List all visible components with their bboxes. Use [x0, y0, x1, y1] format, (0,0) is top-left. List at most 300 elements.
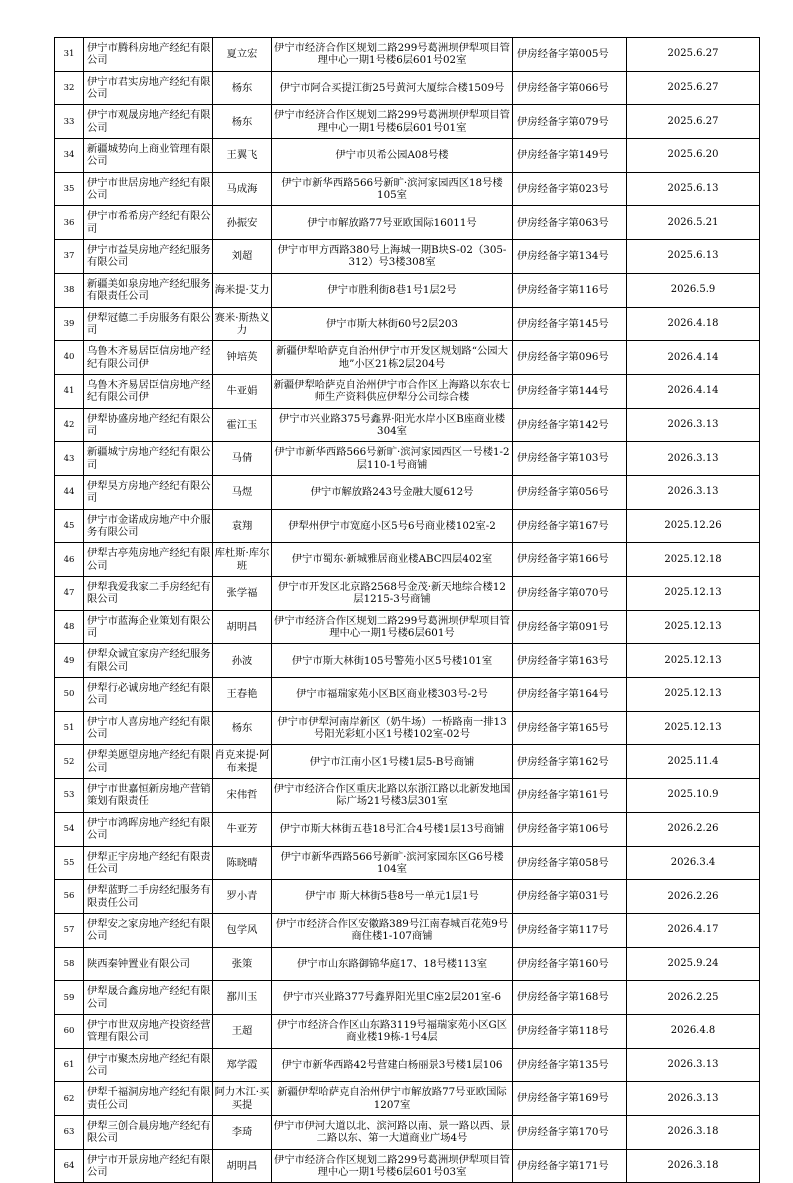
filing-number-cell: [513, 172, 627, 206]
company-name: 乌鲁木齐易居臣信房地产经纪有限公司伊: [87, 345, 211, 370]
table-row: [55, 1116, 760, 1150]
row-number-cell: [55, 644, 84, 678]
table-row: [55, 880, 760, 914]
filing-date: 2026.3.13: [667, 452, 719, 464]
filing-number: 伊房经备字第103号: [517, 452, 609, 465]
business-address-cell: [272, 273, 513, 307]
filing-number-cell: [513, 1014, 627, 1048]
filing-number-cell: [513, 408, 627, 442]
row-number-cell: [55, 172, 84, 206]
filing-number: 伊房经备字第160号: [517, 957, 609, 970]
table-row: [55, 71, 760, 105]
filing-date-cell: [627, 1116, 760, 1150]
filing-date-cell: [627, 206, 760, 240]
row-number-cell: [55, 880, 84, 914]
company-name: 伊犁安之家房地产经纪有限公司: [87, 917, 211, 943]
filing-number: 伊房经备字第164号: [517, 688, 609, 701]
filing-date: 2025.12.13: [664, 688, 722, 700]
business-address-cell: [272, 307, 513, 341]
table-row: [55, 172, 760, 206]
filing-date-cell: [627, 105, 760, 139]
filing-number-cell: [513, 442, 627, 476]
filing-date: 2026.4.14: [667, 351, 719, 363]
filing-date: 2025.6.20: [667, 149, 719, 161]
contact-person: 鄯川玉: [226, 991, 258, 1004]
company-name-cell: [84, 172, 213, 206]
business-address: 伊宁市新华西路566号新旷·滨河家园东区G6号楼104室: [280, 850, 504, 875]
filing-number: 伊房经备字第134号: [517, 250, 609, 263]
contact-person: 罗小青: [226, 890, 258, 903]
filing-number-cell: [513, 509, 627, 543]
filing-date-cell: [627, 880, 760, 914]
filing-date-cell: [627, 442, 760, 476]
business-address: 伊宁市福瑞家苑小区B区商业楼303号-2号: [296, 688, 488, 701]
filing-number-cell: [513, 610, 627, 644]
filing-number: 伊房经备字第163号: [517, 654, 609, 667]
contact-person-cell: [213, 981, 272, 1015]
row-number-cell: [55, 206, 84, 240]
filing-number: 伊房经备字第058号: [517, 856, 609, 869]
row-number: 39: [63, 318, 75, 329]
contact-person-cell: [213, 913, 272, 947]
filing-date: 2025.6.27: [667, 48, 719, 60]
row-number: 48: [63, 621, 75, 632]
filing-number-cell: [513, 745, 627, 779]
row-number-cell: [55, 711, 84, 745]
table-row: [55, 577, 760, 611]
row-number: 54: [63, 824, 75, 835]
table-row: [55, 509, 760, 543]
contact-person: 赛米·斯热义力: [214, 311, 270, 336]
business-address-cell: [272, 1116, 513, 1150]
company-name-cell: [84, 1149, 213, 1183]
filing-date: 2026.5.9: [670, 284, 716, 296]
registry-table: [54, 37, 760, 1183]
business-address: 伊宁市经济合作区规划二路299号葛洲坝伊犁项目管理中心一期1号楼6层601号: [274, 614, 510, 640]
filing-number: 伊房经备字第171号: [517, 1159, 609, 1172]
business-address: 新疆伊犁哈萨克自治州伊宁市开发区规划路“公园大地”小区21栋2层204号: [276, 345, 508, 370]
business-address: 伊宁市解放路77号亚欧国际16011号: [307, 216, 477, 229]
contact-person: 王翼飞: [226, 149, 258, 162]
table-row: [55, 1149, 760, 1183]
filing-date-cell: [627, 273, 760, 307]
business-address-cell: [272, 374, 513, 408]
contact-person-cell: [213, 644, 272, 678]
row-number-cell: [55, 38, 84, 72]
company-name-cell: [84, 913, 213, 947]
filing-date: 2026.3.4: [670, 856, 716, 868]
row-number: 47: [63, 588, 75, 599]
company-name-cell: [84, 678, 213, 712]
row-number: 46: [63, 554, 75, 565]
contact-person: 郑学霞: [226, 1058, 258, 1071]
contact-person: 钟培英: [226, 351, 258, 364]
row-number-cell: [55, 341, 84, 375]
filing-number-cell: [513, 1082, 627, 1116]
row-number-cell: [55, 846, 84, 880]
filing-number: 伊房经备字第005号: [517, 48, 609, 61]
contact-person: 胡明昌: [226, 1159, 258, 1172]
business-address-cell: [272, 442, 513, 476]
row-number: 32: [63, 82, 75, 93]
company-name: 伊犁三创合晨房地产经纪有限公司: [87, 1120, 211, 1145]
contact-person-cell: [213, 1082, 272, 1116]
company-name-cell: [84, 105, 213, 139]
business-address-cell: [272, 71, 513, 105]
filing-number-cell: [513, 1116, 627, 1150]
contact-person-cell: [213, 812, 272, 846]
business-address: 伊宁市 斯大林街5巷8号一单元1层1号: [305, 890, 479, 903]
row-number-cell: [55, 240, 84, 274]
filing-date-cell: [627, 1014, 760, 1048]
company-name: 伊宁市腾科房地产经纪有限公司: [87, 42, 211, 67]
filing-date-cell: [627, 779, 760, 813]
contact-person: 张策: [231, 957, 253, 970]
row-number-cell: [55, 1048, 84, 1082]
contact-person-cell: [213, 71, 272, 105]
contact-person: 牛亚娟: [226, 385, 258, 398]
table-row: [55, 711, 760, 745]
table-row: [55, 206, 760, 240]
filing-date: 2026.3.18: [667, 1160, 719, 1172]
company-name: 伊犁昊方房地产经纪有限公司: [87, 479, 211, 505]
filing-number: 伊房经备字第066号: [517, 81, 609, 94]
filing-number: 伊房经备字第135号: [517, 1058, 609, 1071]
company-name-cell: [84, 610, 213, 644]
contact-person: 杨东: [231, 81, 253, 94]
filing-date: 2025.6.13: [667, 250, 719, 262]
filing-date: 2026.3.13: [667, 486, 719, 498]
company-name-cell: [84, 307, 213, 341]
filing-date-cell: [627, 947, 760, 981]
filing-number-cell: [513, 240, 627, 274]
contact-person-cell: [213, 206, 272, 240]
row-number-cell: [55, 105, 84, 139]
filing-number: 伊房经备字第091号: [517, 620, 609, 633]
table-row: [55, 307, 760, 341]
contact-person: 马倩: [231, 452, 253, 465]
filing-date-cell: [627, 374, 760, 408]
table-row: [55, 442, 760, 476]
row-number: 50: [63, 689, 75, 700]
filing-date-cell: [627, 981, 760, 1015]
contact-person-cell: [213, 745, 272, 779]
business-address: 伊宁市山东路御锦华庭17、18号楼113室: [296, 957, 487, 970]
table-row: [55, 240, 760, 274]
contact-person: 库杜斯·库尔班: [214, 547, 270, 572]
filing-number-cell: [513, 105, 627, 139]
filing-date-cell: [627, 745, 760, 779]
business-address-cell: [272, 745, 513, 779]
company-name: 伊犁行必诚房地产经纪有限公司: [87, 682, 211, 707]
row-number: 45: [63, 520, 75, 531]
table-row: [55, 1082, 760, 1116]
row-number-cell: [55, 779, 84, 813]
contact-person-cell: [213, 543, 272, 577]
business-address-cell: [272, 812, 513, 846]
contact-person: 马成海: [226, 182, 258, 195]
business-address: 伊宁市阿合买提江街25号黄河大厦综合楼1509号: [279, 81, 505, 94]
business-address: 新疆伊犁哈萨克自治州伊宁市解放路77号亚欧国际1207室: [277, 1086, 507, 1111]
contact-person: 胡明昌: [226, 620, 258, 633]
business-address-cell: [272, 1048, 513, 1082]
business-address-cell: [272, 206, 513, 240]
filing-number: 伊房经备字第079号: [517, 115, 609, 128]
filing-date-cell: [627, 1082, 760, 1116]
company-name-cell: [84, 577, 213, 611]
business-address-cell: [272, 105, 513, 139]
company-name: 伊宁市世嘉恒新房地产营销策划有限责任: [87, 783, 211, 808]
business-address-cell: [272, 947, 513, 981]
row-number-cell: [55, 1082, 84, 1116]
row-number-cell: [55, 1116, 84, 1150]
filing-date-cell: [627, 475, 760, 509]
filing-number: 伊房经备字第142号: [517, 418, 609, 431]
business-address: 伊宁市蜀东·新城雅居商业楼ABC四层402室: [291, 553, 493, 566]
company-name: 乌鲁木齐易居臣信房地产经纪有限公司伊: [87, 378, 211, 404]
contact-person: 海米提·艾力: [214, 283, 270, 296]
row-number-cell: [55, 947, 84, 981]
business-address-cell: [272, 509, 513, 543]
company-name: 新疆城势向上商业管理有限公司: [87, 143, 211, 168]
filing-number-cell: [513, 307, 627, 341]
filing-date: 2025.12.18: [664, 553, 722, 565]
business-address-cell: [272, 1149, 513, 1183]
row-number: 56: [63, 891, 75, 902]
row-number-cell: [55, 981, 84, 1015]
filing-number: 伊房经备字第168号: [517, 991, 609, 1004]
company-name-cell: [84, 880, 213, 914]
filing-date: 2026.5.21: [667, 216, 719, 228]
filing-date-cell: [627, 408, 760, 442]
row-number-cell: [55, 1014, 84, 1048]
filing-number-cell: [513, 846, 627, 880]
company-name: 伊宁市金诺成房地产中介服务有限公司: [87, 513, 211, 538]
contact-person: 马煜: [231, 486, 253, 499]
contact-person-cell: [213, 880, 272, 914]
filing-date: 2026.4.14: [667, 385, 719, 397]
contact-person-cell: [213, 711, 272, 745]
business-address-cell: [272, 341, 513, 375]
company-name-cell: [84, 981, 213, 1015]
company-name: 新疆美如泉房地产经纪服务有限责任公司: [87, 277, 211, 303]
business-address-cell: [272, 1082, 513, 1116]
row-number: 64: [63, 1160, 75, 1171]
business-address: 伊宁市斯大林街105号警苑小区5号楼101室: [291, 654, 493, 667]
company-name-cell: [84, 947, 213, 981]
filing-date: 2026.3.18: [667, 1126, 719, 1138]
company-name-cell: [84, 38, 213, 72]
business-address: 伊宁市经济合作区规划二路299号葛洲坝伊犁项目管理中心一期1号楼6层601号03室: [274, 1153, 510, 1179]
contact-person: 陈晓晴: [226, 856, 258, 869]
filing-date-cell: [627, 846, 760, 880]
business-address-cell: [272, 240, 513, 274]
filing-date: 2025.9.24: [667, 957, 719, 969]
filing-number: 伊房经备字第161号: [517, 789, 609, 802]
company-name: 陕西秦钟置业有限公司: [87, 957, 190, 970]
filing-number-cell: [513, 779, 627, 813]
filing-date-cell: [627, 71, 760, 105]
filing-number-cell: [513, 139, 627, 173]
table-row: [55, 812, 760, 846]
filing-number: 伊房经备字第070号: [517, 587, 609, 600]
contact-person: 杨东: [231, 115, 253, 128]
filing-number: 伊房经备字第056号: [517, 486, 609, 499]
business-address-cell: [272, 610, 513, 644]
business-address-cell: [272, 1014, 513, 1048]
company-name-cell: [84, 442, 213, 476]
company-name-cell: [84, 1048, 213, 1082]
filing-date-cell: [627, 341, 760, 375]
filing-date-cell: [627, 711, 760, 745]
contact-person-cell: [213, 408, 272, 442]
business-address-cell: [272, 475, 513, 509]
table-row: [55, 139, 760, 173]
company-name-cell: [84, 779, 213, 813]
company-name: 伊宁市聚杰房地产经纪有限公司: [87, 1052, 211, 1077]
contact-person-cell: [213, 577, 272, 611]
company-name: 伊宁市人喜房地产经纪有限公司: [87, 715, 211, 741]
contact-person-cell: [213, 341, 272, 375]
filing-date: 2025.6.13: [667, 183, 719, 195]
company-name: 伊宁市君实房地产经纪有限公司: [87, 75, 211, 101]
table-row: [55, 610, 760, 644]
row-number: 49: [63, 655, 75, 666]
business-address: 伊犁州伊宁市宽庭小区5号6号商业楼102室-2: [288, 519, 496, 532]
contact-person: 夏立宏: [226, 48, 258, 61]
filing-date-cell: [627, 1149, 760, 1183]
contact-person-cell: [213, 947, 272, 981]
company-name-cell: [84, 812, 213, 846]
row-number: 34: [63, 150, 75, 161]
business-address: 伊宁市斯大林街五巷18号汇合4号楼1层13号商铺: [279, 822, 505, 835]
table-row: [55, 644, 760, 678]
filing-date: 2026.2.26: [667, 890, 719, 902]
business-address-cell: [272, 172, 513, 206]
row-number: 37: [63, 251, 75, 262]
contact-person: 孙振安: [226, 216, 258, 229]
filing-number: 伊房经备字第118号: [517, 1025, 609, 1038]
table-row: [55, 678, 760, 712]
business-address: 伊宁市胜利街8巷1号1层2号: [327, 283, 457, 296]
business-address-cell: [272, 711, 513, 745]
filing-number: 伊房经备字第106号: [517, 822, 609, 835]
contact-person: 霍江玉: [226, 418, 258, 431]
business-address-cell: [272, 139, 513, 173]
table-row: [55, 1048, 760, 1082]
row-number-cell: [55, 913, 84, 947]
filing-date-cell: [627, 678, 760, 712]
contact-person-cell: [213, 38, 272, 72]
filing-number: 伊房经备字第096号: [517, 351, 609, 364]
business-address: 伊宁市解放路243号金融大厦612号: [310, 486, 474, 499]
table-row: [55, 913, 760, 947]
company-name: 伊宁市世双房地产投资经营管理有限公司: [87, 1018, 211, 1044]
company-name: 伊犁古亭苑房地产经纪有限公司: [87, 547, 211, 572]
company-name: 伊宁市益昊房地产经纪服务有限公司: [87, 244, 211, 269]
business-address-cell: [272, 678, 513, 712]
contact-person-cell: [213, 846, 272, 880]
company-name-cell: [84, 711, 213, 745]
business-address: 伊宁市伊犁河南岸新区（奶牛场）一桥路南一排13号阳光彩虹小区1号楼102室-02号: [277, 715, 507, 741]
company-name: 伊犁协盛房地产经纪有限公司: [87, 412, 211, 437]
company-name-cell: [84, 1116, 213, 1150]
table-row: [55, 947, 760, 981]
contact-person-cell: [213, 139, 272, 173]
business-address: 伊宁市江南小区1号楼1层5-B号商铺: [309, 755, 475, 768]
row-number-cell: [55, 273, 84, 307]
filing-number: 伊房经备字第031号: [517, 890, 609, 903]
filing-number-cell: [513, 71, 627, 105]
company-name-cell: [84, 1014, 213, 1048]
business-address: 伊宁市经济合作区规划二路299号葛洲坝伊犁项目管理中心一期1号楼6层601号02室: [274, 42, 510, 67]
company-name-cell: [84, 543, 213, 577]
contact-person: 刘超: [231, 250, 253, 263]
row-number: 63: [63, 1127, 75, 1138]
business-address-cell: [272, 577, 513, 611]
company-name: 伊犁美愿望房地产经纪有限公司: [87, 749, 211, 774]
filing-date: 2025.6.27: [667, 115, 719, 127]
company-name-cell: [84, 745, 213, 779]
filing-number: 伊房经备字第117号: [517, 924, 609, 937]
company-name-cell: [84, 1082, 213, 1116]
row-number: 42: [63, 419, 75, 430]
filing-date: 2025.12.13: [664, 722, 722, 734]
filing-number-cell: [513, 38, 627, 72]
filing-date-cell: [627, 577, 760, 611]
company-name-cell: [84, 139, 213, 173]
company-name-cell: [84, 71, 213, 105]
row-number: 53: [63, 790, 75, 801]
company-name-cell: [84, 273, 213, 307]
filing-date-cell: [627, 38, 760, 72]
row-number-cell: [55, 678, 84, 712]
company-name: 伊宁市蓝海企业策划有限公司: [87, 614, 211, 640]
business-address: 伊宁市经济合作区规划二路299号葛洲坝伊犁项目管理中心一期1号楼6层601号01室: [274, 109, 510, 134]
company-name-cell: [84, 240, 213, 274]
row-number: 38: [63, 285, 75, 296]
contact-person-cell: [213, 1014, 272, 1048]
filing-date-cell: [627, 307, 760, 341]
contact-person-cell: [213, 509, 272, 543]
filing-date-cell: [627, 644, 760, 678]
business-address: 新疆伊犁哈萨克自治州伊宁市合作区上海路以东农七师生产资料供应伊犁分公司综合楼: [273, 378, 511, 404]
row-number: 57: [63, 925, 75, 936]
business-address-cell: [272, 846, 513, 880]
row-number: 31: [63, 49, 75, 60]
filing-date-cell: [627, 543, 760, 577]
row-number-cell: [55, 812, 84, 846]
business-address: 伊宁市经济合作区安徽路389号江南春城百花苑9号商住楼1-107商铺: [275, 917, 509, 943]
row-number: 60: [63, 1026, 75, 1037]
filing-date: 2026.4.8: [670, 1025, 716, 1037]
filing-number: 伊房经备字第023号: [517, 182, 609, 195]
table-row: [55, 1014, 760, 1048]
contact-person-cell: [213, 779, 272, 813]
business-address: 伊宁市经济合作区重庆北路以东浙江路以北新发地国际广场21号楼3层301室: [273, 783, 511, 808]
filing-date: 2025.12.13: [664, 587, 722, 599]
contact-person: 李琦: [231, 1126, 253, 1139]
table-row: [55, 38, 760, 72]
filing-date: 2026.4.17: [667, 924, 719, 936]
row-number-cell: [55, 543, 84, 577]
table-row: [55, 779, 760, 813]
filing-number-cell: [513, 880, 627, 914]
filing-number-cell: [513, 812, 627, 846]
filing-number: 伊房经备字第063号: [517, 216, 609, 229]
table-row: [55, 408, 760, 442]
filing-number-cell: [513, 475, 627, 509]
